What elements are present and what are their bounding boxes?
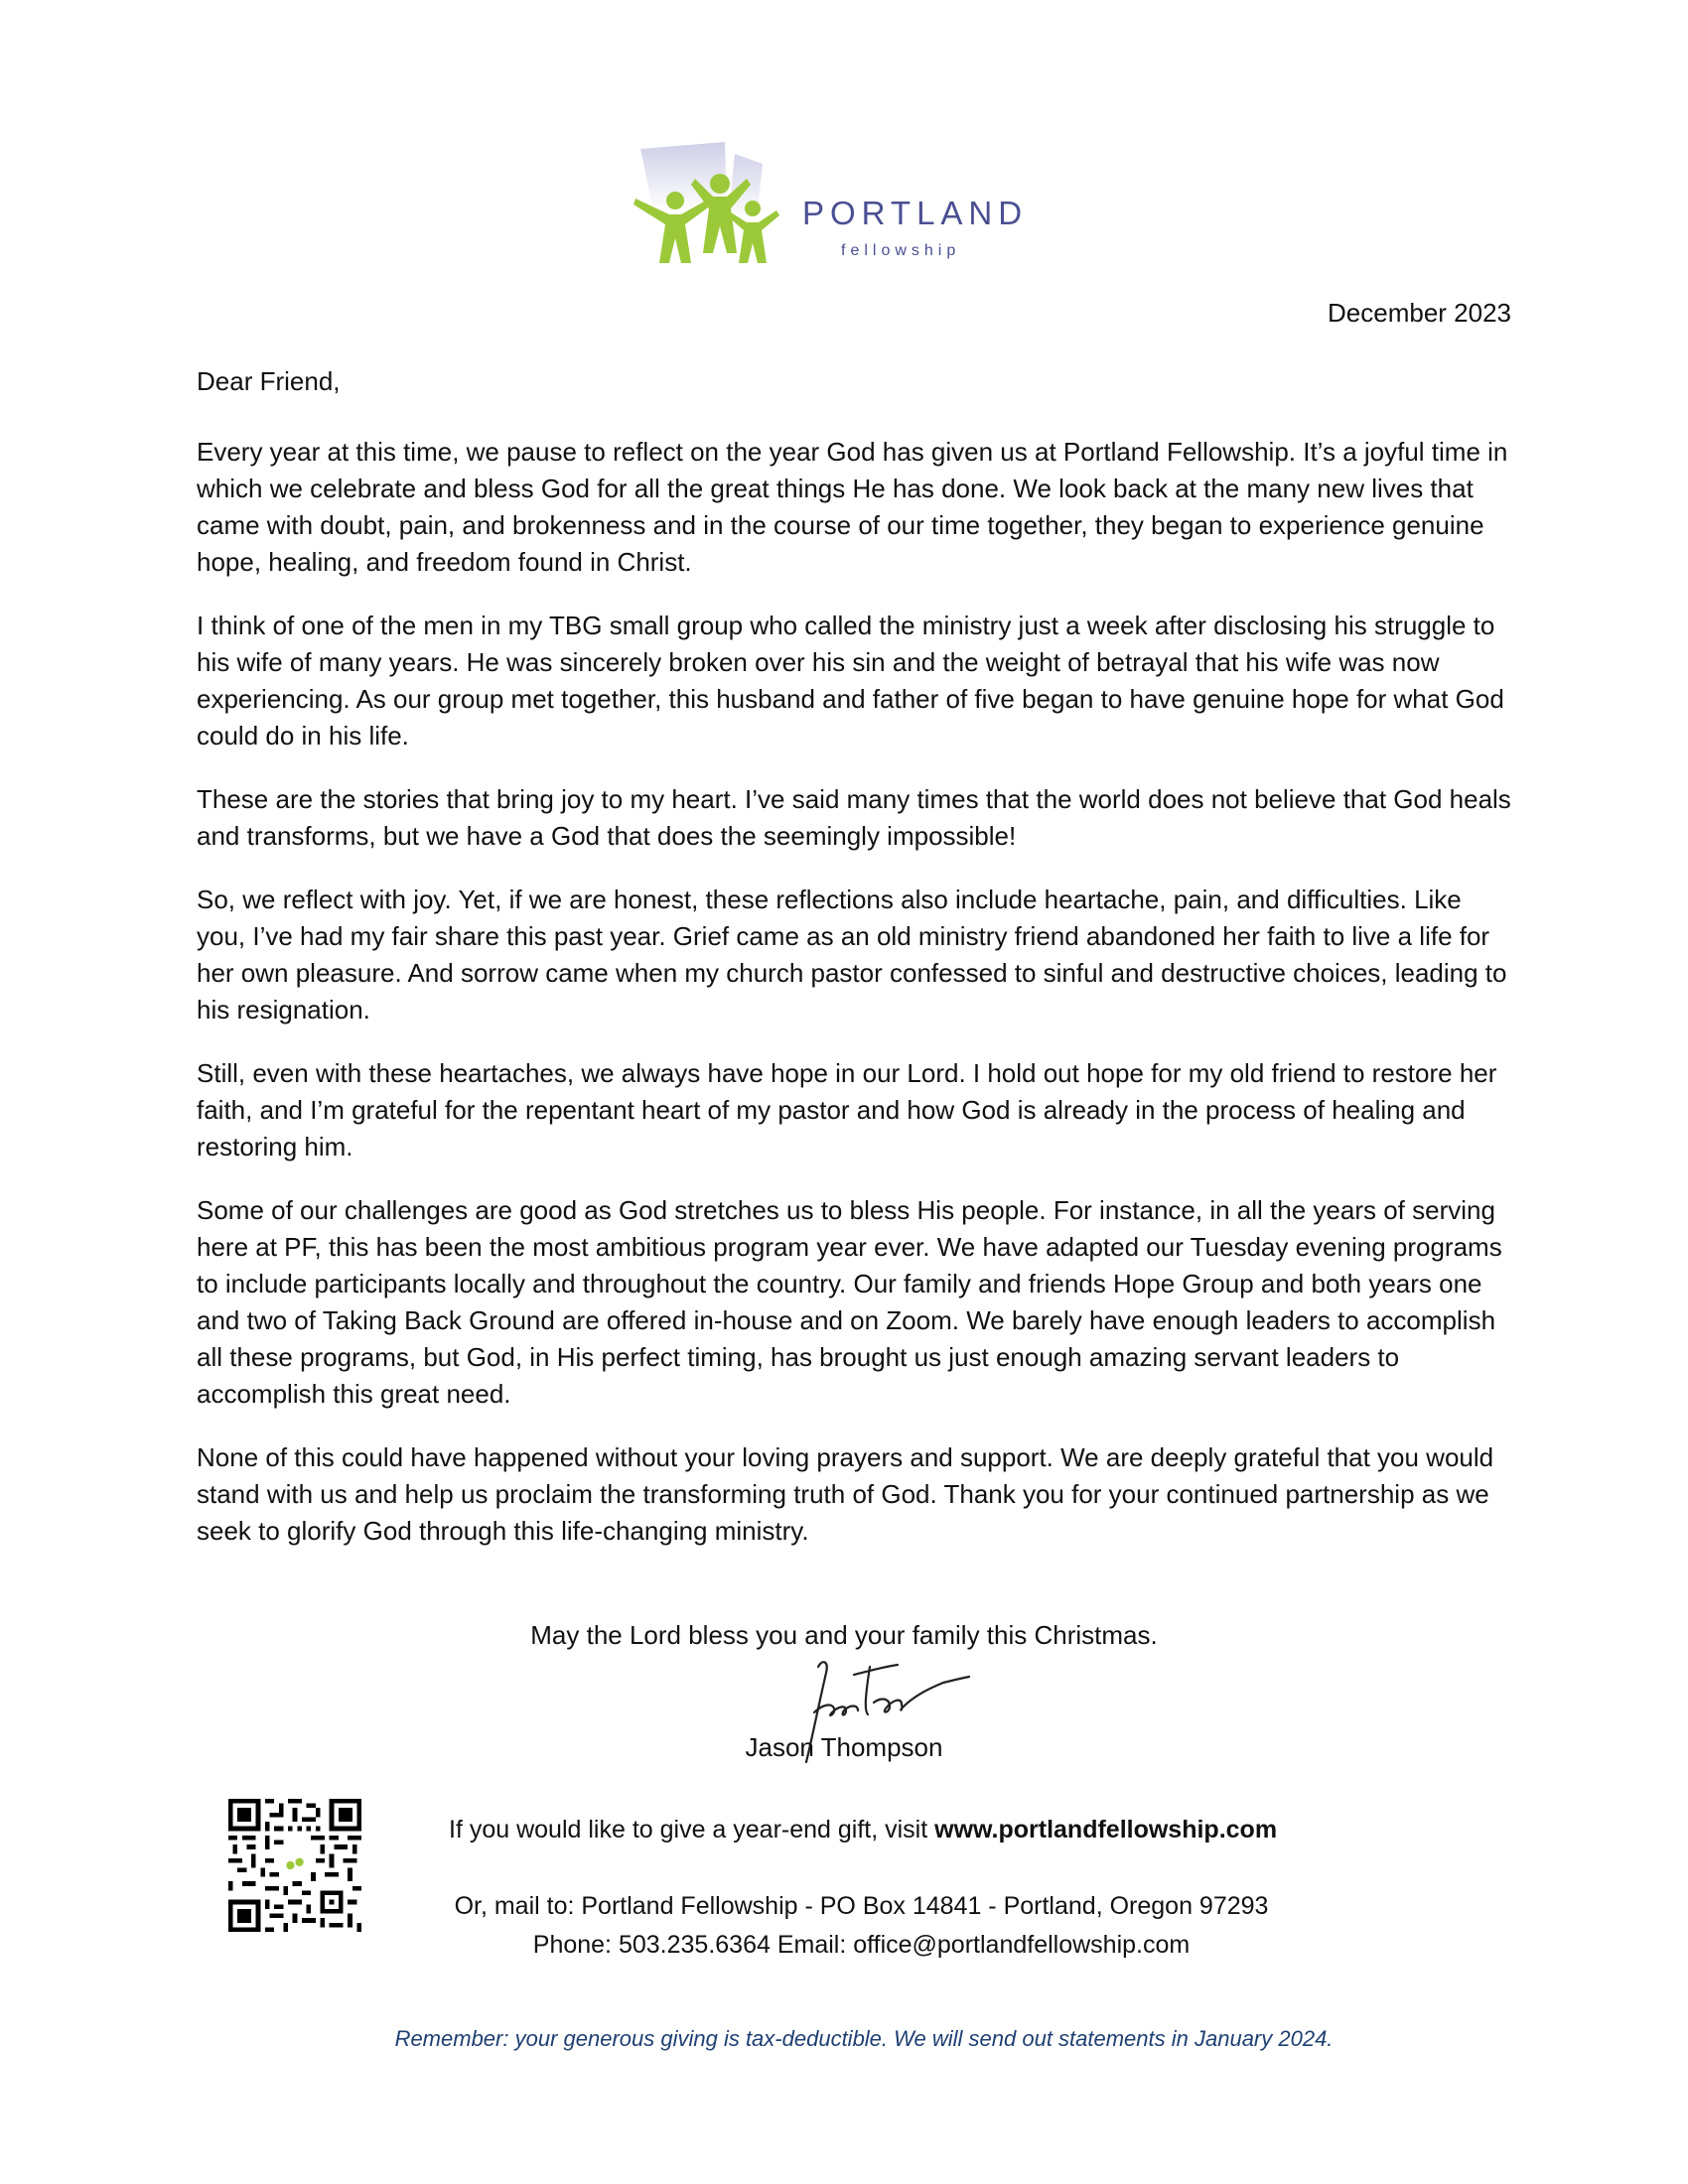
portland-fellowship-logo bbox=[626, 139, 1062, 278]
gift-prefix: If you would like to give a year-end gift, visit bbox=[449, 1816, 935, 1843]
phone-email: Phone: 503.235.6364 Email: office@portlandfellowship.com bbox=[532, 1931, 1191, 1959]
letter-body bbox=[197, 363, 1517, 1576]
closing-line: May the Lord bless you and your family this Christmas. bbox=[530, 1620, 1158, 1650]
paragraph-7: None of this could have happened without your loving prayers and support. We are deeply grateful that you would stand with us and help us proclaim the transforming truth of God. Thank you for your continued partnership as we seek to glorify God through this life-changing ministry. bbox=[197, 1442, 1494, 1546]
paragraph-1: Every year at this time, we pause to reflect on the year God has given us at Portland Fellowship. It’s a joyful time in which we celebrate and bless God for all the great things He has done. We look back at the many new lives that came with doubt, pain, and brokenness and in the course of our time together, they began to experience genuine hope, healing, and freedom found in Christ. bbox=[197, 437, 1508, 577]
tax-deductible-note: Remember: your generous giving is tax-deductible. We will send out statements in January 2024. bbox=[394, 2026, 1334, 2051]
paragraph-2: I think of one of the men in my TBG small group who called the ministry just a week after disclosing his struggle to his wife of many years. He was sincerely broken over his sin and the weight of betrayal that his wife was now experiencing. As our group met together, this husband and father of five began to have genuine hope for what God could do in his life. bbox=[197, 611, 1504, 751]
website-link[interactable]: www.portlandfellowship.com bbox=[934, 1816, 1278, 1843]
letter-date: December 2023 bbox=[1328, 298, 1511, 328]
gift-line bbox=[449, 1816, 1277, 1844]
paragraph-6: Some of our challenges are good as God stretches us to bless His people. For instance, in all the years of serving here at PF, this has been the most ambitious program year ever. We have adapted our Tuesday evening programs to include participants locally and throughout the country. Our family and friends Hope Group and both years one and two of Taking Back Ground are offered in-house and on Zoom. We barely have enough leaders to accomplish all these programs, but God, in His perfect timing, has brought us just enough amazing servant leaders to accomplish this great need. bbox=[197, 1195, 1502, 1409]
logo-subtitle: fellowship bbox=[841, 242, 961, 259]
mail-address: Or, mail to: Portland Fellowship - PO Box 14841 - Portland, Oregon 97293 bbox=[454, 1892, 1269, 1920]
logo-name: PORTLAND bbox=[802, 195, 1029, 231]
paragraph-3: These are the stories that bring joy to my heart. I’ve said many times that the world does not believe that God heals and transforms, but we have a God that does the seemingly impossible! bbox=[197, 784, 1511, 851]
greeting: Dear Friend, bbox=[197, 366, 341, 396]
people-logo-icon bbox=[626, 139, 804, 278]
paragraph-5: Still, even with these heartaches, we always have hope in our Lord. I hold out hope for my old friend to restore her faith, and I’m grateful for the repentant heart of my pastor and how God is already in the process of healing and restoring him. bbox=[197, 1058, 1497, 1161]
paragraph-4: So, we reflect with joy. Yet, if we are honest, these reflections also include heartache, pain, and difficulties. Like you, I’ve had my fair share this past year. Grief came as an old ministry friend abandoned her faith to live a life for her own pleasure. And sorrow came when my church pastor confessed to sinful and destructive choices, leading to his resignation. bbox=[197, 885, 1507, 1024]
signer-name: Jason Thompson bbox=[745, 1732, 943, 1762]
